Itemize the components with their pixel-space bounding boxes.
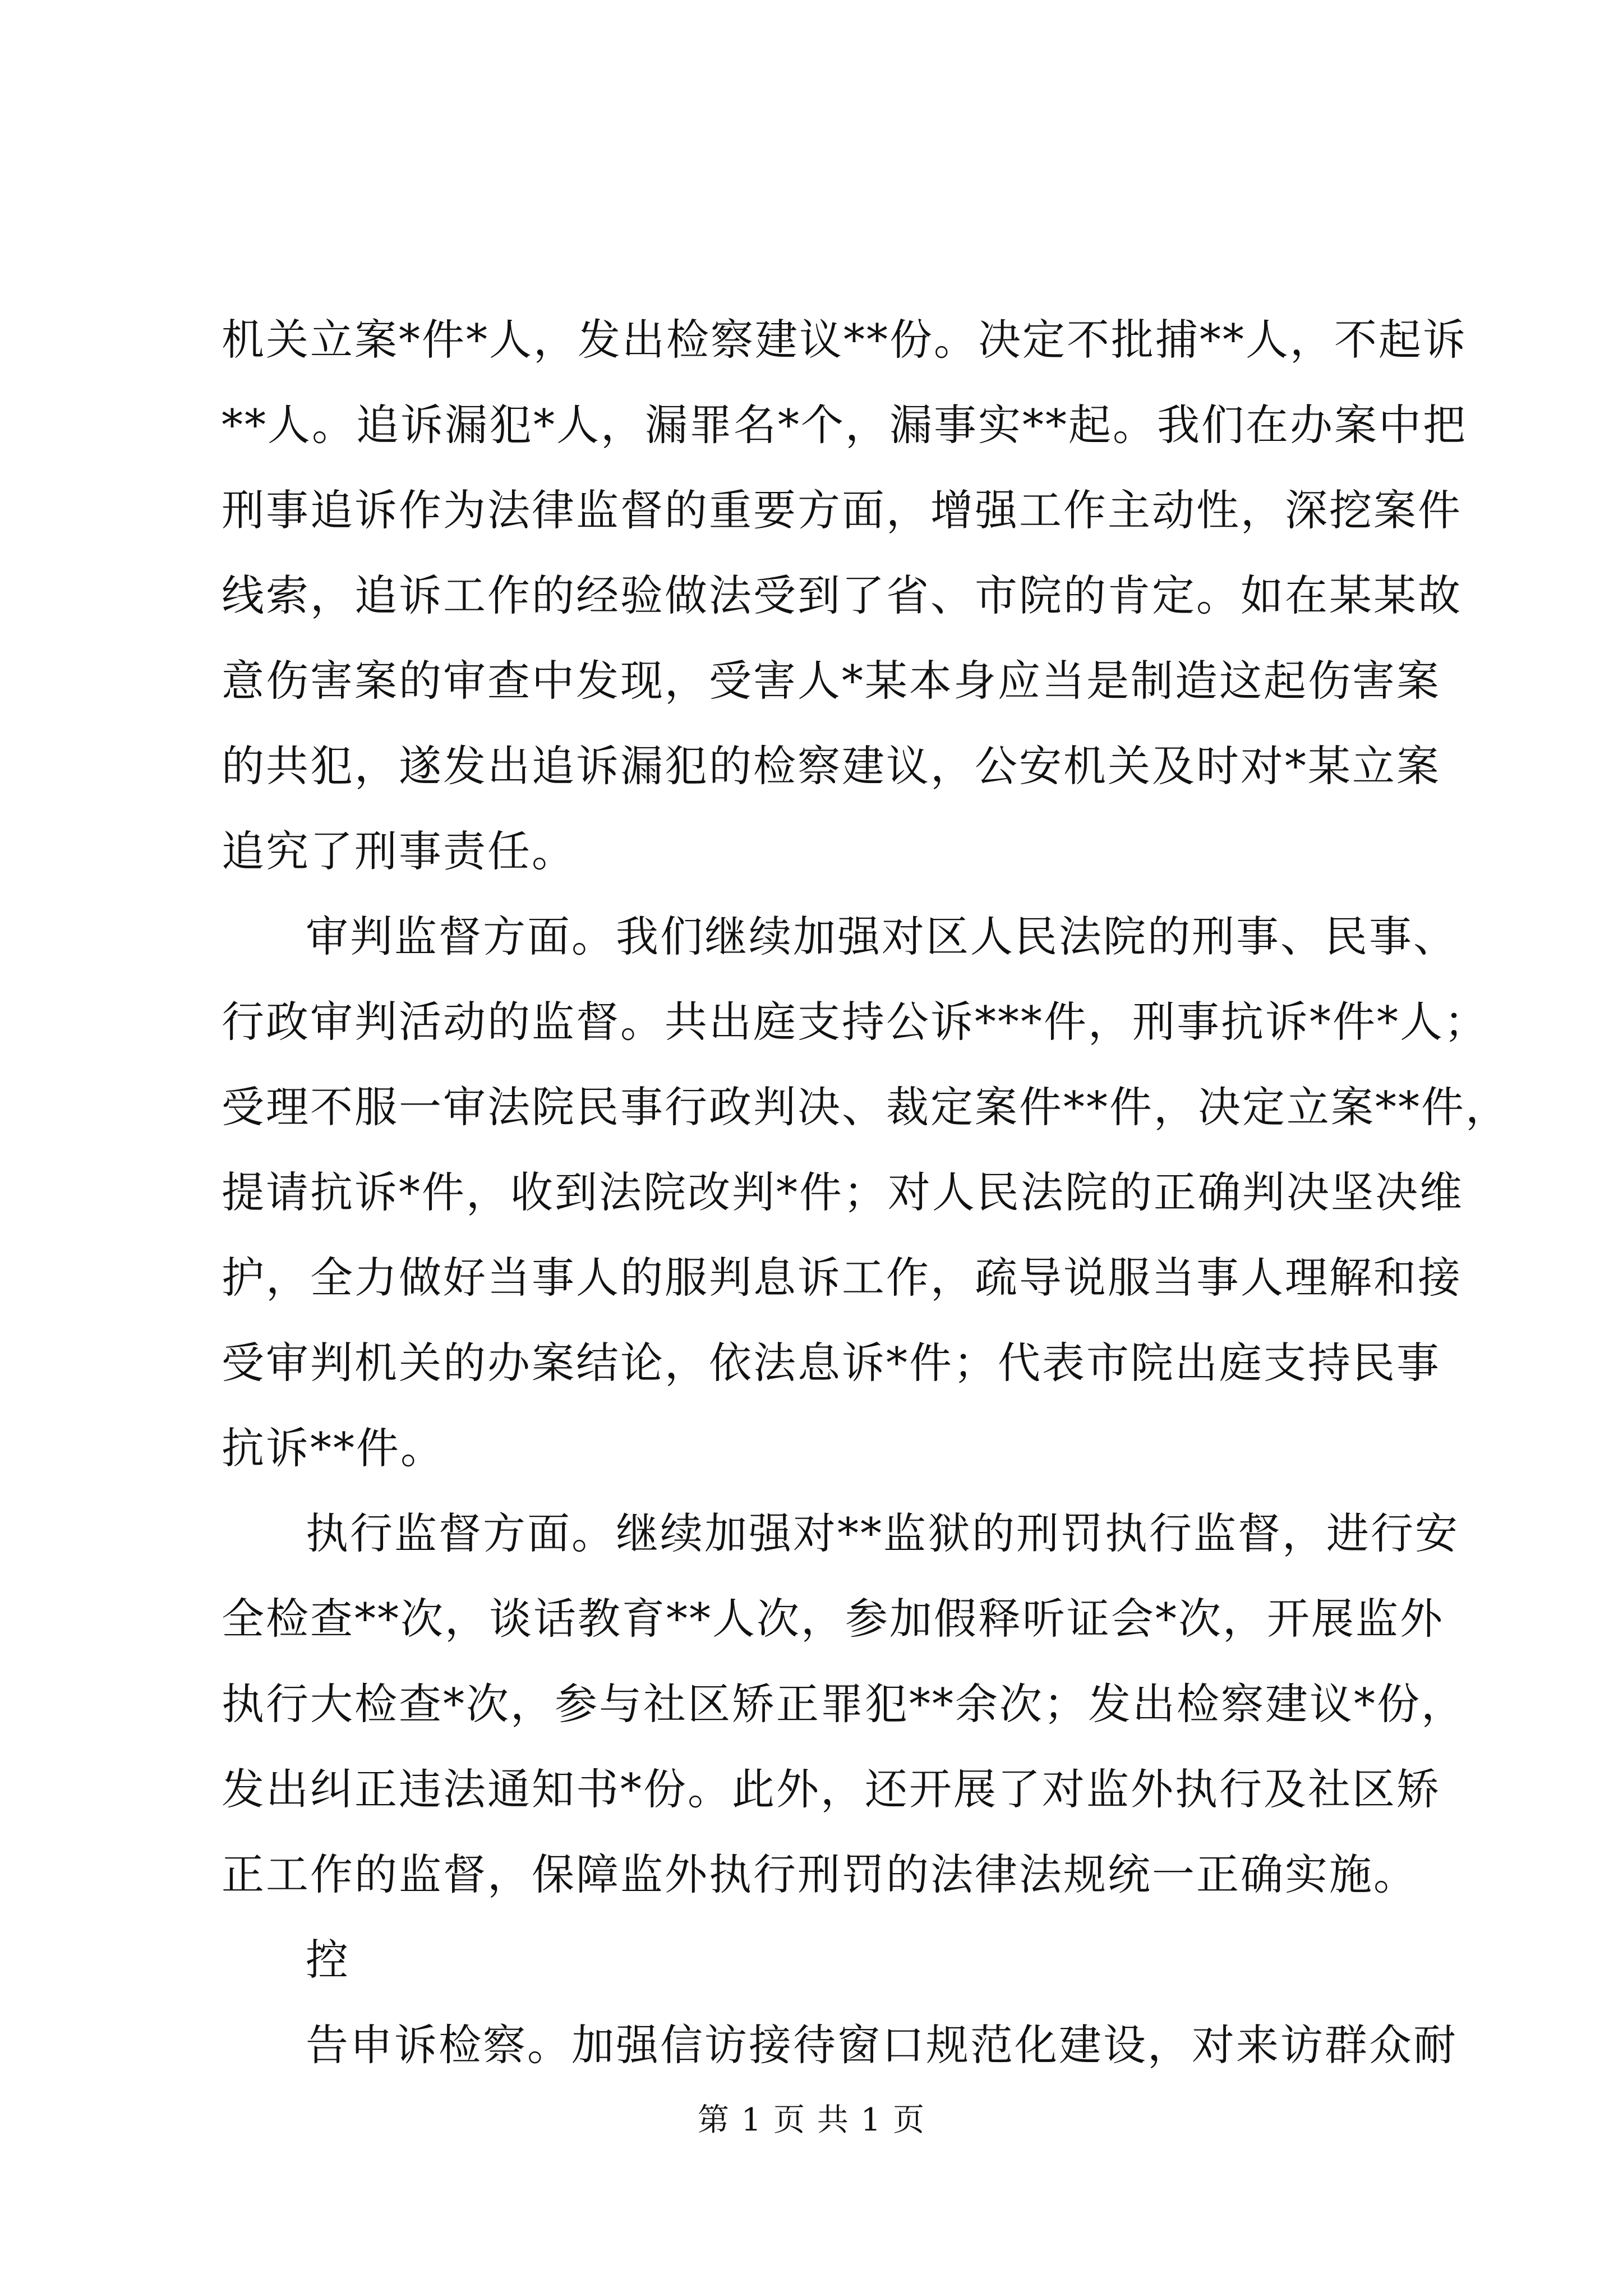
text-line: 抗诉**件。 <box>222 1423 445 1473</box>
text-line: 发出纠正违法通知书*份。此外，还开展了对监外执行及社区矫 <box>222 1764 1441 1814</box>
text-line: 刑事追诉作为法律监督的重要方面，增强工作主动性，深挖案件 <box>222 485 1462 535</box>
text-line: **人。追诉漏犯*人，漏罪名*个，漏事实**起。我们在办案中把 <box>222 400 1467 450</box>
text-line: 控 <box>306 1935 350 1985</box>
text-line: 全检查**次，谈话教育**人次，参加假释听证会*次，开展监外 <box>222 1594 1444 1644</box>
text-line: 提请抗诉*件，收到法院改判*件；对人民法院的正确判决坚决维 <box>222 1167 1464 1217</box>
text-line: 告申诉检察。加强信访接待窗口规范化建设，对来访群众耐 <box>306 2020 1458 2070</box>
text-line: 意伤害案的审查中发现，受害人*某本身应当是制造这起伤害案 <box>222 656 1441 706</box>
text-line: 正工作的监督，保障监外执行刑罚的法律法规统一正确实施。 <box>222 1849 1418 1899</box>
text-line: 审判监督方面。我们继续加强对区人民法院的刑事、民事、 <box>306 912 1458 961</box>
text-line: 追究了刑事责任。 <box>222 826 576 876</box>
document-body <box>222 297 1510 2088</box>
text-line: 受理不服一审法院民事行政判决、裁定案件**件，决定立案**件， <box>222 1082 1510 1132</box>
text-line: 受审判机关的办案结论，依法息诉*件；代表市院出庭支持民事 <box>222 1338 1441 1388</box>
text-line: 线索，追诉工作的经验做法受到了省、市院的肯定。如在某某故 <box>222 570 1462 620</box>
text-line: 执行监督方面。继续加强对**监狱的刑罚执行监督，进行安 <box>306 1508 1459 1558</box>
page-footer: 第 1 页 共 1 页 <box>697 2102 926 2138</box>
text-line: 护，全力做好当事人的服判息诉工作，疏导说服当事人理解和接 <box>222 1253 1462 1303</box>
text-line: 机关立案*件*人，发出检察建议**份。决定不批捕**人，不起诉 <box>222 315 1467 365</box>
text-line: 行政审判活动的监督。共出庭支持公诉***件，刑事抗诉*件*人； <box>222 997 1488 1047</box>
text-line: 的共犯，遂发出追诉漏犯的检察建议，公安机关及时对*某立案 <box>222 741 1441 791</box>
text-line: 执行大检查*次，参与社区矫正罪犯**余次；发出检察建议*份， <box>222 1679 1465 1729</box>
